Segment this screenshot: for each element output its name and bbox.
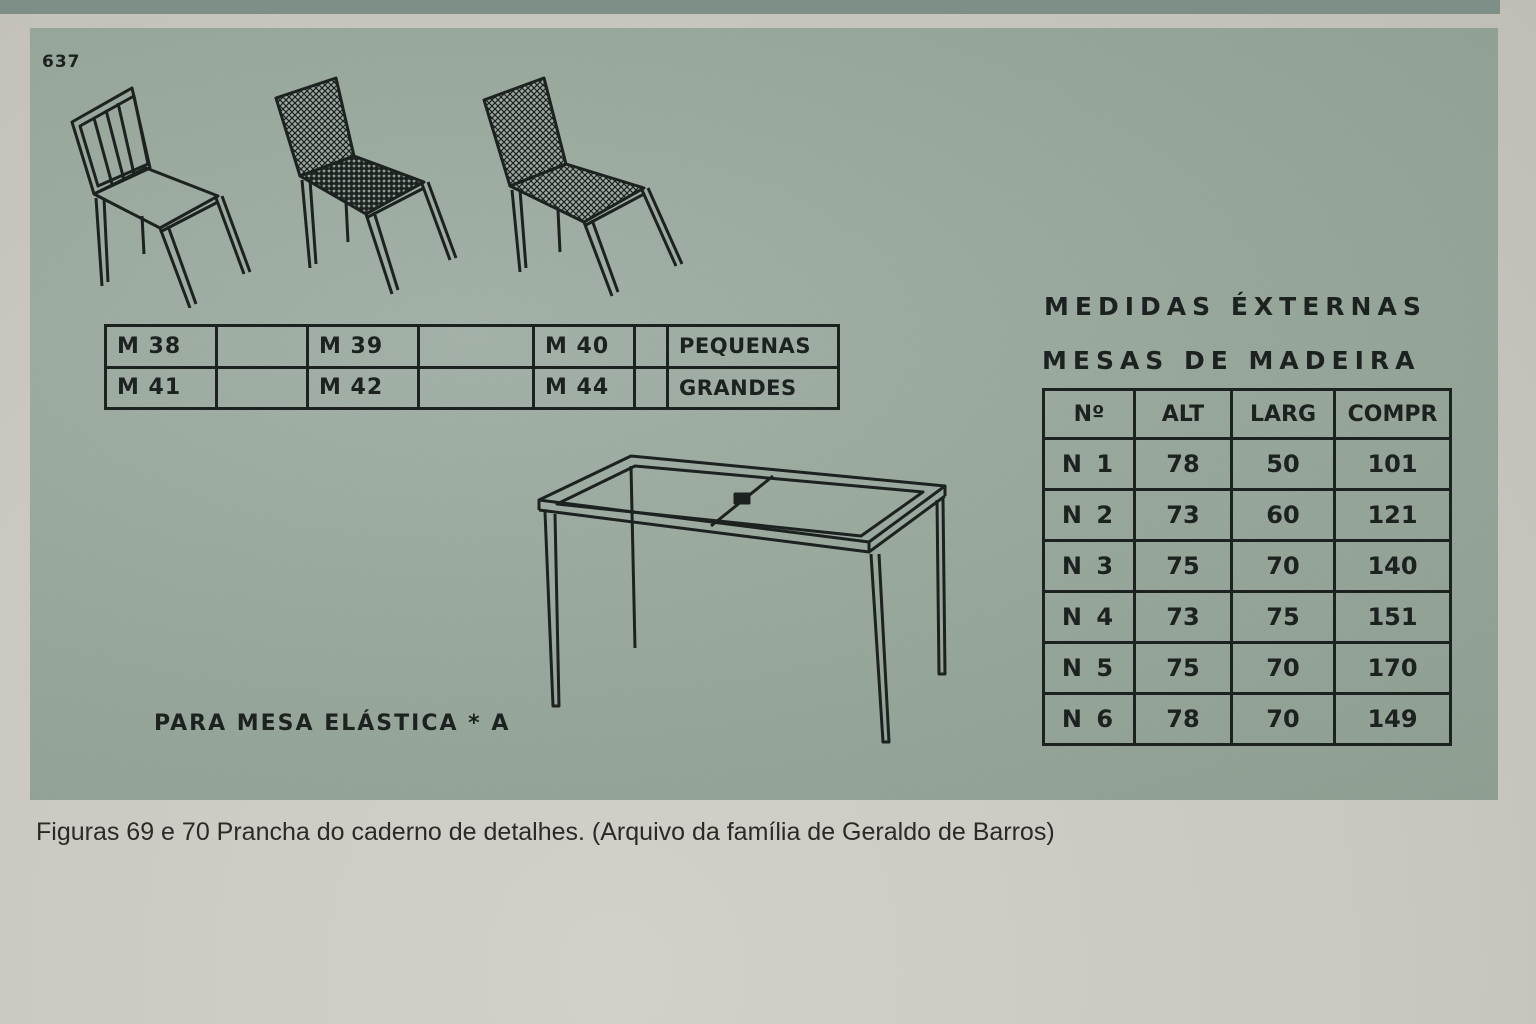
length-cell: 149 (1335, 694, 1451, 745)
length-cell: 121 (1335, 490, 1451, 541)
model-cell: N 2 (1044, 490, 1135, 541)
chair-model-table (104, 324, 840, 410)
chair-slatted-drawing (68, 86, 258, 308)
empty-cell (217, 326, 308, 368)
model-cell: N 5 (1044, 643, 1135, 694)
width-cell: 60 (1232, 490, 1335, 541)
width-cell: 70 (1232, 541, 1335, 592)
table-model-label: PARA MESA ELÁSTICA * A (154, 711, 511, 736)
width-cell: 50 (1232, 439, 1335, 490)
table-row (1044, 490, 1451, 541)
table-row (106, 367, 839, 409)
table-dimensions-table (1042, 388, 1452, 746)
empty-cell (419, 367, 534, 409)
empty-cell (635, 326, 668, 368)
length-cell: 151 (1335, 592, 1451, 643)
model-cell: N 1 (1044, 439, 1135, 490)
size-cell: PEQUENAS (668, 326, 839, 368)
catalog-plate (30, 28, 1498, 800)
model-cell: M 39 (308, 326, 419, 368)
extending-table-drawing (535, 452, 955, 744)
figure-caption: Figuras 69 e 70 Prancha do caderno de detalhes. (Arquivo da família de Geraldo de Barros) (36, 818, 1055, 846)
chair-caned-large-drawing (480, 76, 690, 298)
height-cell: 75 (1135, 643, 1232, 694)
height-cell: 78 (1135, 694, 1232, 745)
column-header: LARG (1232, 390, 1335, 439)
table-row (106, 326, 839, 368)
size-cell: GRANDES (668, 367, 839, 409)
measures-heading: MEDIDAS ÉXTERNAS (1044, 292, 1427, 321)
height-cell: 73 (1135, 490, 1232, 541)
table-row (1044, 592, 1451, 643)
column-header: ALT (1135, 390, 1232, 439)
table-row (1044, 439, 1451, 490)
column-header: Nº (1044, 390, 1135, 439)
width-cell: 70 (1232, 694, 1335, 745)
table-row (1044, 643, 1451, 694)
column-header: COMPR (1335, 390, 1451, 439)
model-cell: M 42 (308, 367, 419, 409)
model-cell: M 40 (534, 326, 635, 368)
previous-plate-edge (0, 0, 1500, 14)
length-cell: 101 (1335, 439, 1451, 490)
measures-subheading: MESAS DE MADEIRA (1042, 346, 1421, 375)
width-cell: 70 (1232, 643, 1335, 694)
empty-cell (419, 326, 534, 368)
width-cell: 75 (1232, 592, 1335, 643)
length-cell: 170 (1335, 643, 1451, 694)
model-cell: N 3 (1044, 541, 1135, 592)
table-row (1044, 694, 1451, 745)
length-cell: 140 (1335, 541, 1451, 592)
model-cell: N 4 (1044, 592, 1135, 643)
height-cell: 78 (1135, 439, 1232, 490)
plate-number: 637 (42, 52, 81, 72)
table-header-row (1044, 390, 1451, 439)
model-cell: M 38 (106, 326, 217, 368)
model-cell: M 41 (106, 367, 217, 409)
chair-caned-drawing (274, 76, 464, 298)
model-cell: N 6 (1044, 694, 1135, 745)
height-cell: 73 (1135, 592, 1232, 643)
table-row (1044, 541, 1451, 592)
empty-cell (217, 367, 308, 409)
model-cell: M 44 (534, 367, 635, 409)
empty-cell (635, 367, 668, 409)
height-cell: 75 (1135, 541, 1232, 592)
